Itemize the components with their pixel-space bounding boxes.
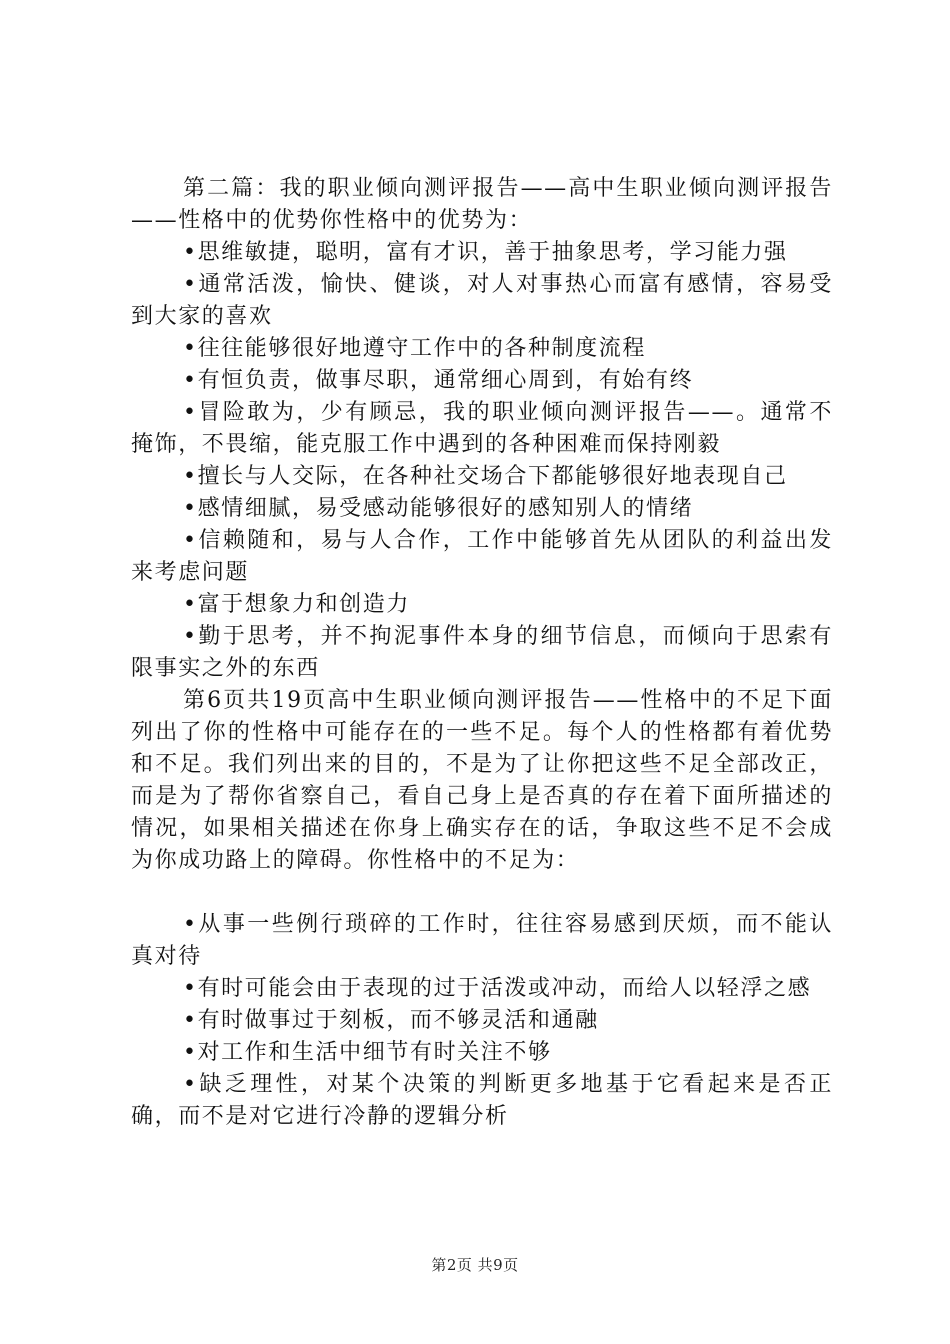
weakness-intro-paragraph: 第6页共19页高中生职业倾向测评报告——性格中的不足下面列出了你的性格中可能存在的一些不足。每个人的性格都有着优势和不足。我们列出来的目的，不是为了让你把这些不足全部改正，而是为了帮你省察自己，看自己身上是否真的存在着下面所描述的情况，如果相关描述在你身上确实存在的话，争取这些不足不会成为你成功路上的障碍。你性格中的不足为： (131, 688, 833, 873)
strength-item: •擅长与人交际，在各种社交场合下都能够很好地表现自己 (183, 464, 788, 489)
strength-item: •信赖随和，易与人合作，工作中能够首先从团队的利益出发来考虑问题 (131, 528, 833, 585)
weakness-item: •从事一些例行琐碎的工作时，往往容易感到厌烦，而不能认真对待 (131, 912, 833, 969)
strength-item: •富于想象力和创造力 (183, 592, 410, 617)
strength-item: •通常活泼，愉快、健谈，对人对事热心而富有感情，容易受到大家的喜欢 (131, 272, 833, 329)
weakness-item: •对工作和生活中细节有时关注不够 (183, 1040, 552, 1065)
strength-item: •往往能够很好地遵守工作中的各种制度流程 (183, 336, 646, 361)
page-footer: 第2页 共9页 (431, 1256, 519, 1274)
strength-item: •冒险敢为，少有顾忌，我的职业倾向测评报告——。通常不掩饰，不畏缩，能克服工作中遇到的各种困难而保持刚毅 (131, 400, 833, 457)
document-body (131, 173, 833, 1133)
weakness-item: •有时可能会由于表现的过于活泼或冲动，而给人以轻浮之感 (183, 976, 812, 1001)
heading-paragraph: 第二篇：我的职业倾向测评报告——高中生职业倾向测评报告——性格中的优势你性格中的优势为： (131, 176, 833, 233)
weakness-item: •有时做事过于刻板，而不够灵活和通融 (183, 1008, 599, 1033)
strength-item: •有恒负责，做事尽职，通常细心周到，有始有终 (183, 368, 694, 393)
strength-item: •思维敏捷，聪明，富有才识，善于抽象思考，学习能力强 (183, 240, 788, 265)
strength-item: •勤于思考，并不拘泥事件本身的细节信息，而倾向于思索有限事实之外的东西 (131, 624, 833, 681)
weakness-item: •缺乏理性，对某个决策的判断更多地基于它看起来是否正确，而不是对它进行冷静的逻辑分析 (131, 1072, 833, 1129)
strength-item: •感情细腻，易受感动能够很好的感知别人的情绪 (183, 496, 694, 521)
